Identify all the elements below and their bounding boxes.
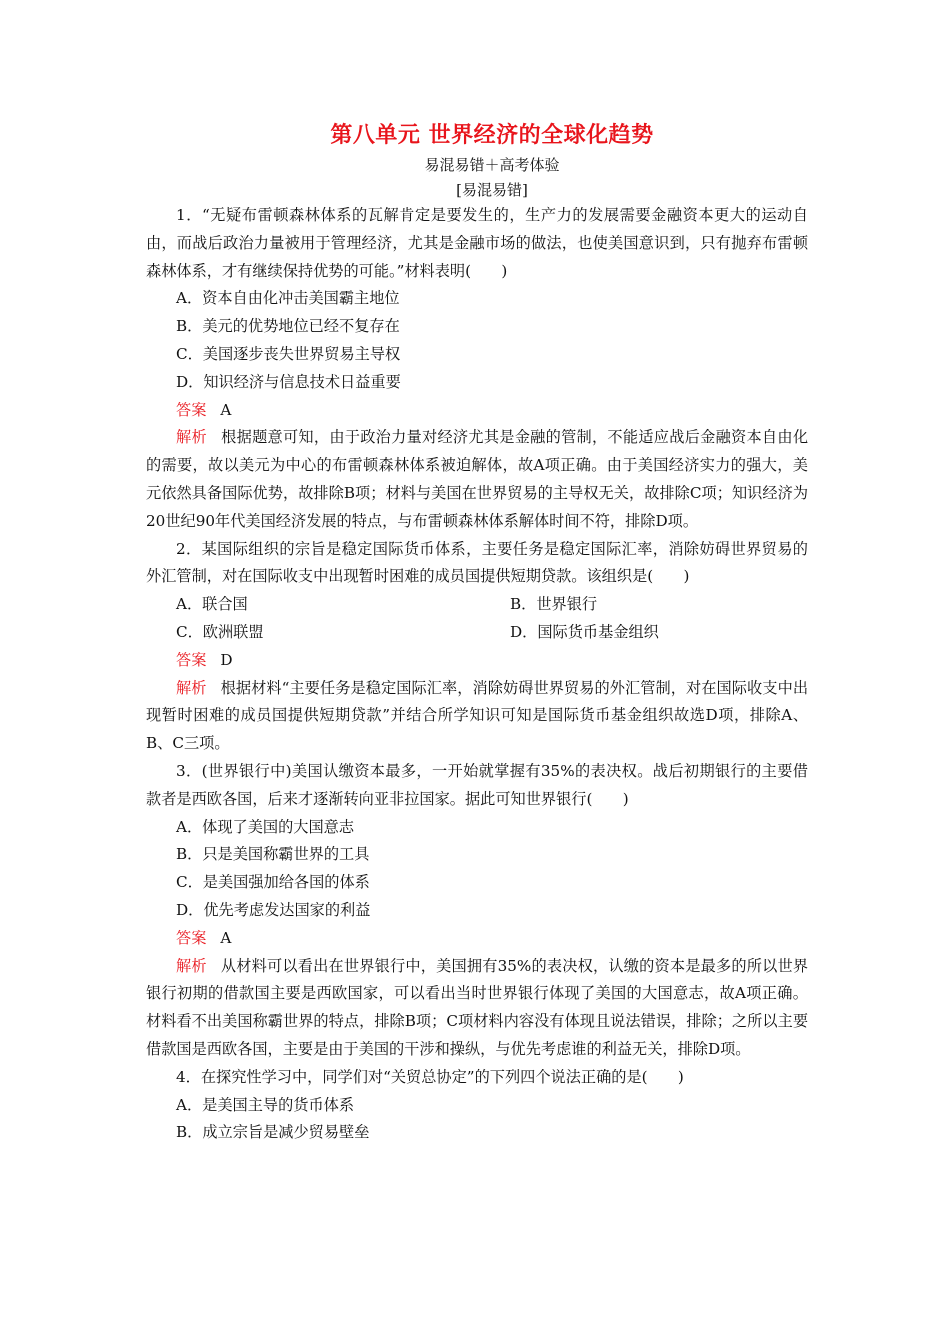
option-a: A．是美国主导的货币体系 xyxy=(176,1095,355,1114)
question-stem: 1．“无疑布雷顿森林体系的瓦解肯定是要发生的，生产力的发展需要金融资本更大的运动自由，而战后政治力量被用于管理经济，尤其是金融市场的做法，也使美国意识到，只有抛弃布雷顿森林体系，才有继续保持优势的可能。”材料表明( ) xyxy=(146,206,808,280)
option-d: D．优先考虑发达国家的利益 xyxy=(176,900,371,919)
option-c: C．欧洲联盟 xyxy=(176,622,264,641)
answer-value: D xyxy=(220,650,233,669)
explanation-label: 解析 xyxy=(176,678,207,697)
answer-line xyxy=(176,647,808,675)
explanation xyxy=(146,675,808,758)
option-c: C．美国逐步丧失世界贸易主导权 xyxy=(176,344,401,363)
answer-label: 答案 xyxy=(176,650,207,669)
question-stem: 3．(世界银行中)美国认缴资本最多，一开始就掌握有35%的表决权。战后初期银行的主要借款者是西欧各国，后来才逐渐转向亚非拉国家。据此可知世界银行( ) xyxy=(146,761,808,808)
page-subtitle: 易混易错＋高考体验 xyxy=(424,156,560,174)
explanation-label: 解析 xyxy=(176,428,207,447)
answer-line xyxy=(176,925,808,953)
explanation-label: 解析 xyxy=(176,956,207,975)
explanation xyxy=(146,953,808,1064)
explanation-text: 根据题意可知，由于政治力量对经济尤其是金融的管制，不能适应战后金融资本自由化的需要，故以美元为中心的布雷顿森林体系被迫解体，故A项正确。由于美国经济实力的强大，美元依然具备国际优势，故排除B项；材料与美国在世界贸易的主导权无关，故排除C项；知识经济为20世纪90年代美国经济发展的特点，与布雷顿森林体系解体时间不符，排除D项。 xyxy=(146,428,809,530)
question-4 xyxy=(146,1064,808,1147)
option-b: B．美元的优势地位已经不复存在 xyxy=(176,317,400,336)
question-2 xyxy=(146,536,808,758)
answer-line xyxy=(176,397,808,425)
question-3 xyxy=(146,758,808,1064)
question-1 xyxy=(146,202,808,536)
answer-value: A xyxy=(220,400,232,419)
option-d: D．知识经济与信息技术日益重要 xyxy=(176,372,401,391)
option-a: A．资本自由化冲击美国霸主地位 xyxy=(176,289,400,308)
page-title: 第八单元 世界经济的全球化趋势 xyxy=(330,122,654,148)
answer-value: A xyxy=(220,928,232,947)
option-a: A．联合国 xyxy=(176,595,248,614)
question-stem: 2．某国际组织的宗旨是稳定国际货币体系，主要任务是稳定国际汇率，消除妨碍世界贸易的外汇管制，对在国际收支中出现暂时困难的成员国提供短期贷款。该组织是( ) xyxy=(146,539,808,586)
option-a: A．体现了美国的大国意志 xyxy=(176,817,355,836)
answer-label: 答案 xyxy=(176,928,207,947)
document-page xyxy=(146,118,808,1147)
question-stem: 4．在探究性学习中，同学们对“关贸总协定”的下列四个说法正确的是( ) xyxy=(176,1067,684,1086)
options-grid xyxy=(176,591,808,647)
explanation-text: 根据材料“主要任务是稳定国际汇率，消除妨碍世界贸易的外汇管制，对在国际收支中出现暂时困难的成员国提供短期贷款”并结合所学知识可知是国际货币基金组织故选D项，排除A、B、C三项。 xyxy=(146,678,809,753)
explanation xyxy=(146,424,808,535)
option-b: B．只是美国称霸世界的工具 xyxy=(176,845,370,864)
option-d: D．国际货币基金组织 xyxy=(510,622,659,641)
option-b: B．世界银行 xyxy=(510,595,598,614)
option-b: B．成立宗旨是减少贸易壁垒 xyxy=(176,1123,370,1142)
option-c: C．是美国强加给各国的体系 xyxy=(176,873,370,892)
explanation-text: 从材料可以看出在世界银行中，美国拥有35%的表决权，认缴的资本是最多的所以世界银行初期的借款国主要是西欧国家，可以看出当时世界银行体现了美国的大国意志，故A项正确。材料看不出美国称霸世界的特点，排除B项；C项材料内容没有体现且说法错误，排除；之所以主要借款国是西欧各国，主要是由于美国的干涉和操纵，与优先考虑谁的利益无关，排除D项。 xyxy=(146,956,809,1058)
section-heading: [易混易错] xyxy=(456,181,528,199)
answer-label: 答案 xyxy=(176,400,207,419)
